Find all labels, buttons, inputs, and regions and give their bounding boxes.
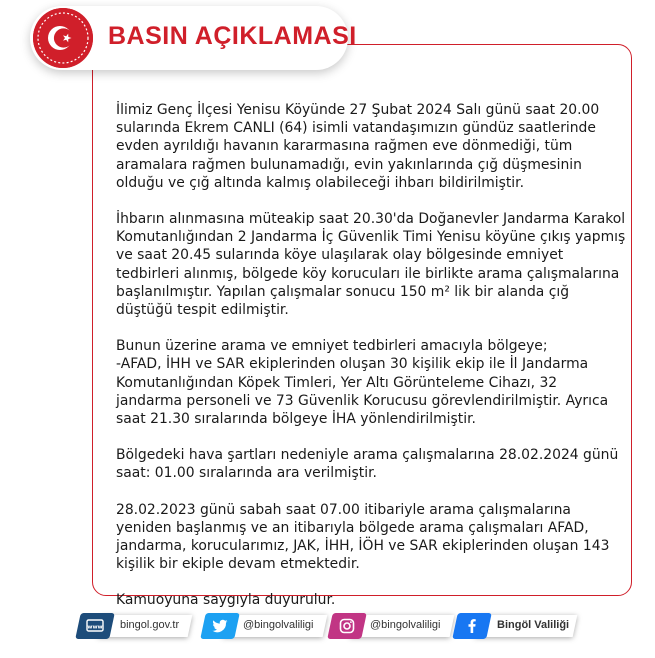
twitter-label: @bingolvaliligi	[243, 619, 314, 631]
svg-text:www: www	[87, 624, 103, 631]
facebook-icon	[463, 617, 481, 635]
instagram-label: @bingolvaliligi	[370, 619, 441, 631]
press-release-body	[116, 101, 626, 628]
twitter-icon	[211, 617, 229, 635]
paragraph: Kamuoyuna saygıyla duyurulur.	[116, 592, 336, 609]
paragraph: İlimiz Genç İlçesi Yenisu Köyünde 27 Şubat 2024 Salı günü saat 20.00 sularında Ekrem CANLI (64) isimli vatandaşımızın gündüz saatlerinde evden ayrıldığı havanın kararmasına rağmen eve dönmediği, tüm aramalara rağmen bulunamadığı, evin yakınlarında çığ düşmesinin olduğu ve çığ altında kalmış olabileceği ihbarı bildirilmiştir.	[116, 102, 600, 191]
website-label: bingol.gov.tr	[120, 619, 180, 631]
social-footer	[0, 612, 655, 640]
www-icon	[86, 617, 104, 635]
page-title: BASIN AÇIKLAMASI	[108, 22, 357, 50]
turkish-emblem-icon	[33, 8, 93, 68]
facebook-label: Bingöl Valiliği	[497, 619, 570, 631]
instagram-icon	[338, 617, 356, 635]
paragraph: 28.02.2023 günü sabah saat 07.00 itibariyle arama çalışmalarına yeniden başlanmış ve an itibarıyla bölgede arama çalışmaları AFAD, jandarma, korucularımız, JAK, İHH, İÖH ve SAR ekiplerinden oluşan 143 kişilik bir ekiple devam etmektedir.	[116, 501, 610, 573]
paragraph: Bölgedeki hava şartları nedeniyle arama çalışmalarına 28.02.2024 günü saat: 01.00 sıralarında ara verilmiştir.	[116, 447, 619, 482]
paragraph: İhbarın alınmasına müteakip saat 20.30'da Doğanevler Jandarma Karakol Komutanlığından 2 Jandarma İç Güvenlik Timi Yenisu köyüne çıkış yapmış ve saat 20.45 sularında köye ulaşılarak olay bölgesinde emniyet tedbirleri alınmış, bölgede köy korucuları ile birlikte arama çalışmalarına başlanılmıştır. Yapılan çalışmalar sonucu 150 m² lik bir alanda çığ düştüğü tespit edilmiştir.	[116, 211, 626, 319]
paragraph: Bunun üzerine arama ve emniyet tedbirleri amacıyla bölgeye; -AFAD, İHH ve SAR ekiplerinden oluşan 30 kişilik ekip ile İl Jandarma Komutanlığından Köpek Timleri, Yer Altı Görünteleme Cihazı, 32 jandarma personeli ve 73 Güvenlik Korucusu görevlendirilmiştir. Ayrıca saat 21.30 sıralarında bölgeye İHA yönlendirilmiştir.	[116, 338, 609, 428]
